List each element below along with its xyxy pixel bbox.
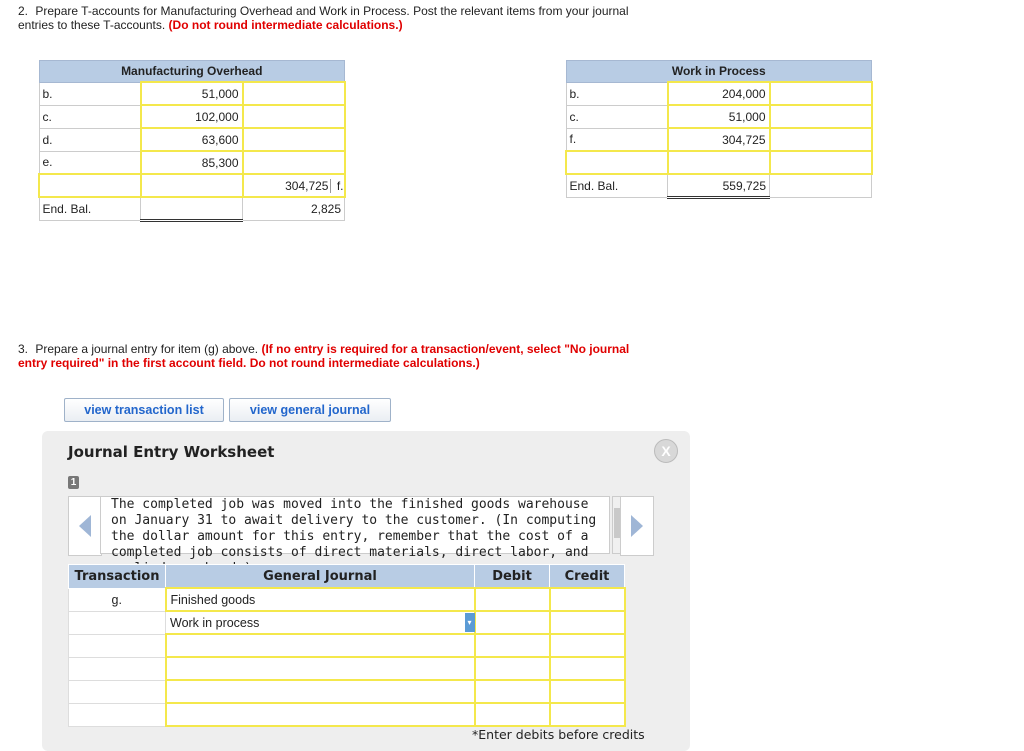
t-account-end-row	[566, 174, 872, 198]
debit-cell[interactable]	[475, 680, 550, 703]
t-account-end-row	[39, 197, 345, 221]
credit-cell[interactable]	[770, 128, 872, 151]
debit-cell[interactable]	[141, 174, 243, 197]
transaction-cell	[69, 680, 166, 703]
debit-cell[interactable]	[475, 611, 550, 634]
credit-cell[interactable]	[243, 105, 345, 128]
debit-cell[interactable]	[475, 657, 550, 680]
question-text: Prepare T-accounts for Manufacturing Overhead and Work in Process. Post the relevant items from your journal entries to these T-accounts.	[18, 4, 629, 32]
worksheet-title: Journal Entry Worksheet	[68, 443, 275, 461]
row-label: b.	[39, 82, 141, 105]
transaction-cell	[69, 657, 166, 680]
dropdown-arrow-icon[interactable]: ▾	[465, 613, 475, 632]
debit-cell[interactable]: 85,300	[141, 151, 243, 174]
credit-cell[interactable]	[550, 588, 625, 611]
row-label[interactable]	[566, 151, 668, 174]
credit-cell[interactable]	[550, 703, 625, 726]
account-select[interactable]	[166, 611, 475, 634]
end-balance-credit	[770, 174, 872, 198]
entry-number-badge: 1	[68, 476, 79, 489]
account-cell[interactable]: Finished goods	[166, 588, 475, 611]
question-number: 2.	[18, 4, 29, 18]
t-account-row	[39, 128, 345, 151]
arrow-right-icon	[631, 515, 643, 537]
credit-cell[interactable]	[243, 128, 345, 151]
debit-cell[interactable]	[475, 588, 550, 611]
question-note: (Do not round intermediate calculations.)	[168, 18, 403, 32]
credit-cell[interactable]	[243, 174, 345, 197]
account-cell[interactable]	[166, 657, 475, 680]
journal-row	[69, 611, 625, 634]
row-label: c.	[39, 105, 141, 128]
next-entry-button[interactable]	[620, 496, 654, 556]
transaction-cell	[69, 703, 166, 726]
end-balance-debit	[141, 197, 243, 221]
transaction-description: The completed job was moved into the finished goods warehouse on January 31 to await delivery to the customer. (In computing the dollar amount for this entry, remember that the cost of a completed job consists of direct materials, direct labor, and	[100, 496, 610, 554]
journal-row	[69, 703, 625, 726]
row-label: b.	[566, 82, 668, 105]
transaction-header: Transaction	[69, 565, 166, 589]
credit-label: f.	[336, 178, 344, 193]
t-account-title: Work in Process	[566, 61, 872, 83]
manufacturing-overhead-t-account	[38, 60, 346, 222]
credit-cell[interactable]	[550, 634, 625, 657]
journal-row	[69, 588, 625, 611]
credit-cell[interactable]	[770, 82, 872, 105]
debit-cell[interactable]: 102,000	[141, 105, 243, 128]
debit-cell[interactable]	[668, 151, 770, 174]
question-3	[18, 342, 658, 370]
transaction-cell	[69, 634, 166, 657]
work-in-process-t-account	[565, 60, 873, 199]
view-transaction-list-button[interactable]: view transaction list	[64, 398, 224, 422]
general-journal-header: General Journal	[166, 565, 475, 589]
question-text: Prepare a journal entry for item (g) above.	[35, 342, 259, 356]
end-balance-value: 559,725	[668, 174, 770, 198]
t-account-row	[39, 174, 345, 197]
credit-cell[interactable]	[550, 680, 625, 703]
account-cell[interactable]	[166, 703, 475, 726]
end-balance-label: End. Bal.	[566, 174, 668, 198]
t-account-row	[566, 105, 872, 128]
t-account-row	[566, 82, 872, 105]
journal-row	[69, 680, 625, 703]
journal-row	[69, 634, 625, 657]
t-account-row	[39, 105, 345, 128]
debit-cell[interactable]: 51,000	[141, 82, 243, 105]
arrow-left-icon	[79, 515, 91, 537]
journal-row	[69, 657, 625, 680]
credit-cell[interactable]	[550, 611, 625, 634]
account-value: Work in process	[170, 615, 260, 630]
close-icon[interactable]: X	[654, 439, 678, 463]
credit-value: 304,725	[272, 179, 331, 193]
transaction-cell: g.	[69, 588, 166, 611]
question-2	[18, 4, 658, 32]
t-account-row	[39, 151, 345, 174]
end-balance-label: End. Bal.	[39, 197, 141, 221]
debit-cell[interactable]: 63,600	[141, 128, 243, 151]
t-account-title: Manufacturing Overhead	[39, 61, 345, 83]
credit-cell[interactable]	[243, 82, 345, 105]
row-label: f.	[566, 128, 668, 151]
transaction-cell	[69, 611, 166, 634]
row-label: e.	[39, 151, 141, 174]
t-account-row	[566, 151, 872, 174]
question-note: (If no entry is required for a transaction/event, select "No journal entry required" in the first account field. Do not round intermediate calculations.)	[18, 342, 630, 370]
debit-cell[interactable]: 304,725	[668, 128, 770, 151]
credit-cell[interactable]	[770, 105, 872, 128]
account-cell[interactable]	[166, 680, 475, 703]
credit-cell[interactable]	[770, 151, 872, 174]
row-label: d.	[39, 128, 141, 151]
enter-debits-note: *Enter debits before credits	[472, 727, 645, 742]
t-account-row	[39, 82, 345, 105]
debit-cell[interactable]: 51,000	[668, 105, 770, 128]
debit-header: Debit	[475, 565, 550, 589]
end-balance-value: 2,825	[243, 197, 345, 221]
row-label: c.	[566, 105, 668, 128]
debit-cell[interactable]: 204,000	[668, 82, 770, 105]
view-general-journal-button[interactable]: view general journal	[229, 398, 391, 422]
t-account-row	[566, 128, 872, 151]
question-number: 3.	[18, 342, 29, 356]
row-label[interactable]	[39, 174, 141, 197]
credit-cell[interactable]	[243, 151, 345, 174]
credit-cell[interactable]	[550, 657, 625, 680]
credit-header: Credit	[550, 565, 625, 589]
debit-cell[interactable]	[475, 634, 550, 657]
account-cell[interactable]	[166, 634, 475, 657]
journal-entry-worksheet	[42, 431, 690, 751]
journal-table	[68, 564, 626, 727]
previous-entry-button[interactable]	[68, 496, 102, 556]
debit-cell[interactable]	[475, 703, 550, 726]
